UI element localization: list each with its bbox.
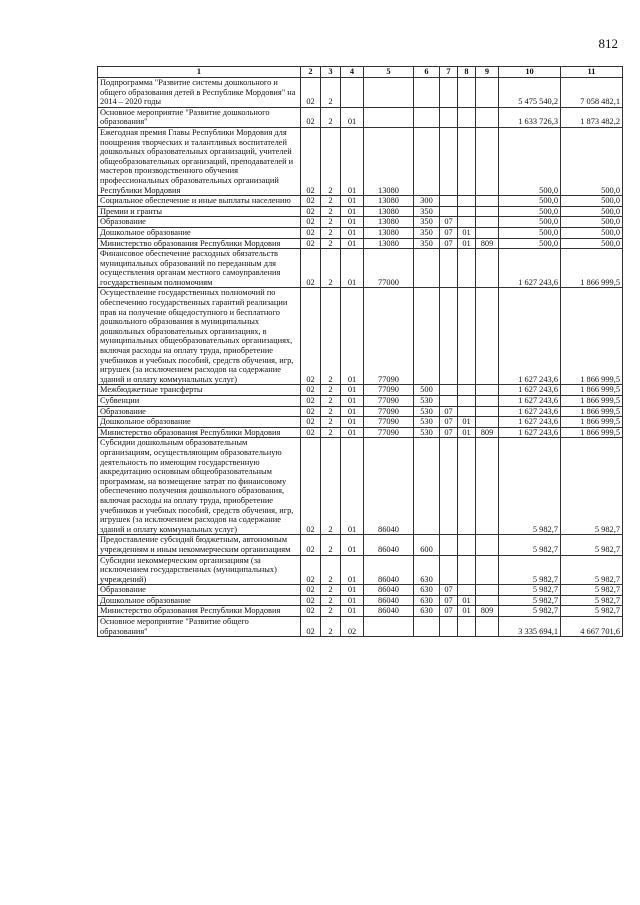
amount-2019-cell: 500,0 <box>499 227 561 238</box>
amount-2020-cell: 1 866 999,5 <box>561 288 623 385</box>
section-cell <box>440 249 458 288</box>
direction-cell <box>364 107 414 127</box>
amount-2020-cell: 1 866 999,5 <box>561 249 623 288</box>
column-header-1: 1 <box>98 67 301 78</box>
amount-2020-cell: 500,0 <box>561 227 623 238</box>
amount-2019-cell: 500,0 <box>499 196 561 207</box>
section-cell: 07 <box>440 427 458 438</box>
subsection-cell <box>458 249 476 288</box>
section-cell: 07 <box>440 406 458 417</box>
direction-cell: 86040 <box>364 555 414 585</box>
code-cell: 02 <box>301 427 321 438</box>
direction-cell: 86040 <box>364 595 414 606</box>
expense-type-cell: 300 <box>414 196 440 207</box>
section-cell <box>440 385 458 396</box>
code-cell: 02 <box>301 406 321 417</box>
expense-type-cell: 350 <box>414 217 440 228</box>
column-header-9: 9 <box>476 67 499 78</box>
name-cell: Ежегодная премия Главы Республики Мордовия для поощрения творческих и талантливых воспитателей дошкольных образовательных организаций, учителей общеобразовательных организаций, преподавателей и мастеров производственного обучения профессиональных образовательных организаций Республики Мордовия <box>98 127 301 195</box>
direction-cell <box>364 78 414 108</box>
name-cell: Социальное обеспечение и иные выплаты населению <box>98 196 301 207</box>
code-cell: 02 <box>301 555 321 585</box>
measure-cell: 01 <box>341 396 364 407</box>
amount-2020-cell: 1 866 999,5 <box>561 385 623 396</box>
name-cell: Премии и гранты <box>98 206 301 217</box>
amount-2019-cell: 5 982,7 <box>499 595 561 606</box>
amount-2020-cell: 1 866 999,5 <box>561 396 623 407</box>
subsection-cell <box>458 196 476 207</box>
direction-cell: 77000 <box>364 249 414 288</box>
section-cell <box>440 396 458 407</box>
amount-2019-cell: 1 627 243,6 <box>499 249 561 288</box>
measure-cell: 01 <box>341 595 364 606</box>
amount-2020-cell: 500,0 <box>561 238 623 249</box>
measure-cell: 01 <box>341 385 364 396</box>
subsection-cell <box>458 127 476 195</box>
measure-cell: 01 <box>341 417 364 428</box>
table-row <box>98 217 623 228</box>
amount-2019-cell: 1 627 243,6 <box>499 406 561 417</box>
amount-2019-cell: 5 982,7 <box>499 606 561 617</box>
subsection-cell <box>458 617 476 637</box>
name-cell: Образование <box>98 217 301 228</box>
code-cell: 02 <box>301 438 321 535</box>
measure-cell: 01 <box>341 127 364 195</box>
table-row <box>98 385 623 396</box>
section-cell: 07 <box>440 417 458 428</box>
column-header-5: 5 <box>364 67 414 78</box>
ministry-cell <box>476 196 499 207</box>
amount-2019-cell: 1 627 243,6 <box>499 417 561 428</box>
table-row <box>98 606 623 617</box>
amount-2019-cell: 5 982,7 <box>499 555 561 585</box>
amount-2019-cell: 3 335 694,1 <box>499 617 561 637</box>
subprogram-cell: 2 <box>321 396 341 407</box>
measure-cell: 01 <box>341 107 364 127</box>
subsection-cell <box>458 385 476 396</box>
amount-2020-cell: 500,0 <box>561 127 623 195</box>
code-cell: 02 <box>301 238 321 249</box>
amount-2019-cell: 500,0 <box>499 238 561 249</box>
amount-2019-cell: 5 475 540,2 <box>499 78 561 108</box>
subprogram-cell: 2 <box>321 196 341 207</box>
table-body <box>98 78 623 637</box>
amount-2020-cell: 5 982,7 <box>561 595 623 606</box>
expense-type-cell <box>414 127 440 195</box>
direction-cell: 13080 <box>364 217 414 228</box>
code-cell: 02 <box>301 127 321 195</box>
amount-2020-cell: 5 982,7 <box>561 606 623 617</box>
amount-2020-cell: 5 982,7 <box>561 535 623 555</box>
measure-cell: 01 <box>341 438 364 535</box>
budget-table <box>97 66 623 637</box>
subprogram-cell: 2 <box>321 617 341 637</box>
subsection-cell <box>458 535 476 555</box>
direction-cell: 77090 <box>364 417 414 428</box>
subprogram-cell: 2 <box>321 127 341 195</box>
table-row <box>98 438 623 535</box>
amount-2019-cell: 5 982,7 <box>499 535 561 555</box>
name-cell: Основное мероприятие "Развитие дошкольного образования" <box>98 107 301 127</box>
subsection-cell <box>458 438 476 535</box>
name-cell: Основное мероприятие "Развитие общего образования" <box>98 617 301 637</box>
ministry-cell <box>476 535 499 555</box>
measure-cell: 01 <box>341 227 364 238</box>
amount-2020-cell: 7 058 482,1 <box>561 78 623 108</box>
amount-2020-cell: 4 667 701,6 <box>561 617 623 637</box>
subprogram-cell: 2 <box>321 78 341 108</box>
expense-type-cell <box>414 107 440 127</box>
name-cell: Предоставление субсидий бюджетным, автономным учреждениям и иным некоммерческим организациям <box>98 535 301 555</box>
direction-cell: 13080 <box>364 238 414 249</box>
table-row <box>98 127 623 195</box>
ministry-cell <box>476 385 499 396</box>
expense-type-cell: 630 <box>414 555 440 585</box>
name-cell: Министерство образования Республики Мордовия <box>98 238 301 249</box>
expense-type-cell: 350 <box>414 227 440 238</box>
subsection-cell <box>458 107 476 127</box>
code-cell: 02 <box>301 396 321 407</box>
page-number: 812 <box>598 36 618 51</box>
direction-cell: 77090 <box>364 427 414 438</box>
section-cell <box>440 288 458 385</box>
subsection-cell <box>458 396 476 407</box>
amount-2019-cell: 500,0 <box>499 217 561 228</box>
expense-type-cell: 530 <box>414 396 440 407</box>
table-row <box>98 417 623 428</box>
subsection-cell <box>458 206 476 217</box>
amount-2019-cell: 1 627 243,6 <box>499 396 561 407</box>
section-cell <box>440 196 458 207</box>
table-row <box>98 585 623 596</box>
direction-cell: 86040 <box>364 535 414 555</box>
column-header-4: 4 <box>341 67 364 78</box>
code-cell: 02 <box>301 107 321 127</box>
subprogram-cell: 2 <box>321 249 341 288</box>
column-header-3: 3 <box>321 67 341 78</box>
ministry-cell: 809 <box>476 427 499 438</box>
ministry-cell <box>476 249 499 288</box>
section-cell: 07 <box>440 227 458 238</box>
name-cell: Министерство образования Республики Мордовия <box>98 427 301 438</box>
table-row <box>98 406 623 417</box>
subprogram-cell: 2 <box>321 406 341 417</box>
amount-2019-cell: 5 982,7 <box>499 585 561 596</box>
code-cell: 02 <box>301 617 321 637</box>
section-cell <box>440 535 458 555</box>
name-cell: Финансовое обеспечение расходных обязательств муниципальных образований по переданным для осуществления органам местного самоуправления государственным полномочиям <box>98 249 301 288</box>
name-cell: Подпрограмма "Развитие системы дошкольного и общего образования детей в Республике Мордовия" на 2014 – 2020 годы <box>98 78 301 108</box>
code-cell: 02 <box>301 227 321 238</box>
direction-cell: 77090 <box>364 406 414 417</box>
name-cell: Дошкольное образование <box>98 227 301 238</box>
amount-2019-cell: 1 627 243,6 <box>499 288 561 385</box>
measure-cell: 01 <box>341 288 364 385</box>
direction-cell: 86040 <box>364 585 414 596</box>
table-row <box>98 227 623 238</box>
measure-cell: 01 <box>341 249 364 288</box>
expense-type-cell: 630 <box>414 606 440 617</box>
expense-type-cell: 350 <box>414 238 440 249</box>
code-cell: 02 <box>301 288 321 385</box>
amount-2019-cell: 5 982,7 <box>499 438 561 535</box>
table-row <box>98 206 623 217</box>
code-cell: 02 <box>301 249 321 288</box>
direction-cell: 13080 <box>364 196 414 207</box>
direction-cell: 77090 <box>364 288 414 385</box>
code-cell: 02 <box>301 417 321 428</box>
ministry-cell: 809 <box>476 238 499 249</box>
amount-2020-cell: 5 982,7 <box>561 585 623 596</box>
code-cell: 02 <box>301 217 321 228</box>
measure-cell: 01 <box>341 238 364 249</box>
expense-type-cell: 630 <box>414 585 440 596</box>
expense-type-cell: 530 <box>414 406 440 417</box>
table-row <box>98 78 623 108</box>
ministry-cell <box>476 217 499 228</box>
code-cell: 02 <box>301 535 321 555</box>
name-cell: Дошкольное образование <box>98 595 301 606</box>
name-cell: Субсидии некоммерческим организациям (за исключением государственных (муниципальных) учреждений) <box>98 555 301 585</box>
amount-2020-cell: 500,0 <box>561 217 623 228</box>
section-cell: 07 <box>440 595 458 606</box>
subsection-cell: 01 <box>458 227 476 238</box>
ministry-cell <box>476 227 499 238</box>
amount-2019-cell: 1 633 726,3 <box>499 107 561 127</box>
measure-cell: 01 <box>341 427 364 438</box>
direction-cell: 86040 <box>364 606 414 617</box>
amount-2019-cell: 500,0 <box>499 206 561 217</box>
subsection-cell: 01 <box>458 417 476 428</box>
subprogram-cell: 2 <box>321 107 341 127</box>
subsection-cell <box>458 217 476 228</box>
measure-cell: 01 <box>341 535 364 555</box>
table-row <box>98 427 623 438</box>
name-cell: Образование <box>98 406 301 417</box>
section-cell <box>440 78 458 108</box>
name-cell: Дошкольное образование <box>98 417 301 428</box>
measure-cell: 01 <box>341 217 364 228</box>
expense-type-cell: 530 <box>414 417 440 428</box>
column-header-8: 8 <box>458 67 476 78</box>
name-cell: Министерство образования Республики Мордовия <box>98 606 301 617</box>
table-row <box>98 249 623 288</box>
code-cell: 02 <box>301 206 321 217</box>
column-header-6: 6 <box>414 67 440 78</box>
subprogram-cell: 2 <box>321 206 341 217</box>
column-header-11: 11 <box>561 67 623 78</box>
subsection-cell <box>458 406 476 417</box>
ministry-cell <box>476 78 499 108</box>
amount-2020-cell: 1 866 999,5 <box>561 417 623 428</box>
table-row <box>98 555 623 585</box>
name-cell: Образование <box>98 585 301 596</box>
section-cell: 07 <box>440 585 458 596</box>
section-cell <box>440 206 458 217</box>
amount-2020-cell: 500,0 <box>561 196 623 207</box>
column-header-7: 7 <box>440 67 458 78</box>
subsection-cell <box>458 555 476 585</box>
subsection-cell <box>458 585 476 596</box>
subsection-cell <box>458 288 476 385</box>
table-row <box>98 196 623 207</box>
direction-cell: 86040 <box>364 438 414 535</box>
ministry-cell <box>476 595 499 606</box>
code-cell: 02 <box>301 606 321 617</box>
amount-2020-cell: 5 982,7 <box>561 438 623 535</box>
ministry-cell <box>476 585 499 596</box>
table-row <box>98 288 623 385</box>
measure-cell <box>341 78 364 108</box>
section-cell <box>440 107 458 127</box>
amount-2019-cell: 500,0 <box>499 127 561 195</box>
subsection-cell: 01 <box>458 606 476 617</box>
measure-cell: 01 <box>341 606 364 617</box>
amount-2019-cell: 1 627 243,6 <box>499 385 561 396</box>
code-cell: 02 <box>301 385 321 396</box>
column-header-2: 2 <box>301 67 321 78</box>
ministry-cell <box>476 127 499 195</box>
table-row <box>98 535 623 555</box>
name-cell: Осуществление государственных полномочий по обеспечению государственных гарантий реализации прав на получение общедоступного и бесплатного дошкольного образования в муниципальных дошкольных образовательных организациях, в муниципальных общеобразовательных организациях, включая расходы на оплату труда, приобретение учебников и учебных пособий, средств обучения, игр, игрушек (за исключением расходов на содержание зданий и оплату коммунальных услуг) <box>98 288 301 385</box>
expense-type-cell: 530 <box>414 427 440 438</box>
subsection-cell: 01 <box>458 238 476 249</box>
ministry-cell: 809 <box>476 606 499 617</box>
table-row <box>98 595 623 606</box>
column-header-10: 10 <box>499 67 561 78</box>
ministry-cell <box>476 396 499 407</box>
subprogram-cell: 2 <box>321 288 341 385</box>
amount-2020-cell: 5 982,7 <box>561 555 623 585</box>
subprogram-cell: 2 <box>321 585 341 596</box>
subprogram-cell: 2 <box>321 595 341 606</box>
name-cell: Субсидии дошкольным образовательным организациям, осуществляющим образовательную деятельность по имеющим государственную аккредитацию основным общеобразовательным программам, на возмещение затрат по финансовому обеспечению получения дошкольного образования, включая расходы на оплату труда, приобретение учебников и учебных пособий, средств обучения, игр, игрушек (за исключением расходов на содержание зданий и оплату коммунальных услуг) <box>98 438 301 535</box>
expense-type-cell: 500 <box>414 385 440 396</box>
direction-cell: 77090 <box>364 396 414 407</box>
expense-type-cell <box>414 288 440 385</box>
measure-cell: 01 <box>341 206 364 217</box>
code-cell: 02 <box>301 78 321 108</box>
ministry-cell <box>476 288 499 385</box>
section-cell: 07 <box>440 217 458 228</box>
name-cell: Субвенции <box>98 396 301 407</box>
code-cell: 02 <box>301 585 321 596</box>
subprogram-cell: 2 <box>321 438 341 535</box>
subsection-cell: 01 <box>458 427 476 438</box>
expense-type-cell: 600 <box>414 535 440 555</box>
ministry-cell <box>476 617 499 637</box>
ministry-cell <box>476 107 499 127</box>
code-cell: 02 <box>301 595 321 606</box>
subprogram-cell: 2 <box>321 385 341 396</box>
direction-cell: 13080 <box>364 206 414 217</box>
amount-2020-cell: 500,0 <box>561 206 623 217</box>
measure-cell: 02 <box>341 617 364 637</box>
subprogram-cell: 2 <box>321 427 341 438</box>
measure-cell: 01 <box>341 555 364 585</box>
expense-type-cell <box>414 78 440 108</box>
measure-cell: 01 <box>341 406 364 417</box>
direction-cell <box>364 617 414 637</box>
subsection-cell: 01 <box>458 595 476 606</box>
expense-type-cell: 630 <box>414 595 440 606</box>
subprogram-cell: 2 <box>321 606 341 617</box>
measure-cell: 01 <box>341 585 364 596</box>
measure-cell: 01 <box>341 196 364 207</box>
subprogram-cell: 2 <box>321 535 341 555</box>
amount-2020-cell: 1 866 999,5 <box>561 427 623 438</box>
subprogram-cell: 2 <box>321 417 341 428</box>
section-cell <box>440 555 458 585</box>
direction-cell: 13080 <box>364 227 414 238</box>
section-cell <box>440 127 458 195</box>
ministry-cell <box>476 417 499 428</box>
subprogram-cell: 2 <box>321 555 341 585</box>
ministry-cell <box>476 406 499 417</box>
expense-type-cell <box>414 249 440 288</box>
amount-2020-cell: 1 873 482,2 <box>561 107 623 127</box>
table-header-row <box>98 67 623 78</box>
subsection-cell <box>458 78 476 108</box>
direction-cell: 13080 <box>364 127 414 195</box>
subprogram-cell: 2 <box>321 238 341 249</box>
table-row <box>98 617 623 637</box>
code-cell: 02 <box>301 196 321 207</box>
ministry-cell <box>476 555 499 585</box>
section-cell: 07 <box>440 238 458 249</box>
table-row <box>98 396 623 407</box>
ministry-cell <box>476 206 499 217</box>
amount-2019-cell: 1 627 243,6 <box>499 427 561 438</box>
name-cell: Межбюджетные трансферты <box>98 385 301 396</box>
subprogram-cell: 2 <box>321 227 341 238</box>
amount-2020-cell: 1 866 999,5 <box>561 406 623 417</box>
expense-type-cell <box>414 617 440 637</box>
table-row <box>98 107 623 127</box>
expense-type-cell <box>414 438 440 535</box>
direction-cell: 77090 <box>364 385 414 396</box>
subprogram-cell: 2 <box>321 217 341 228</box>
table-row <box>98 238 623 249</box>
section-cell <box>440 438 458 535</box>
section-cell: 07 <box>440 606 458 617</box>
expense-type-cell: 350 <box>414 206 440 217</box>
ministry-cell <box>476 438 499 535</box>
section-cell <box>440 617 458 637</box>
